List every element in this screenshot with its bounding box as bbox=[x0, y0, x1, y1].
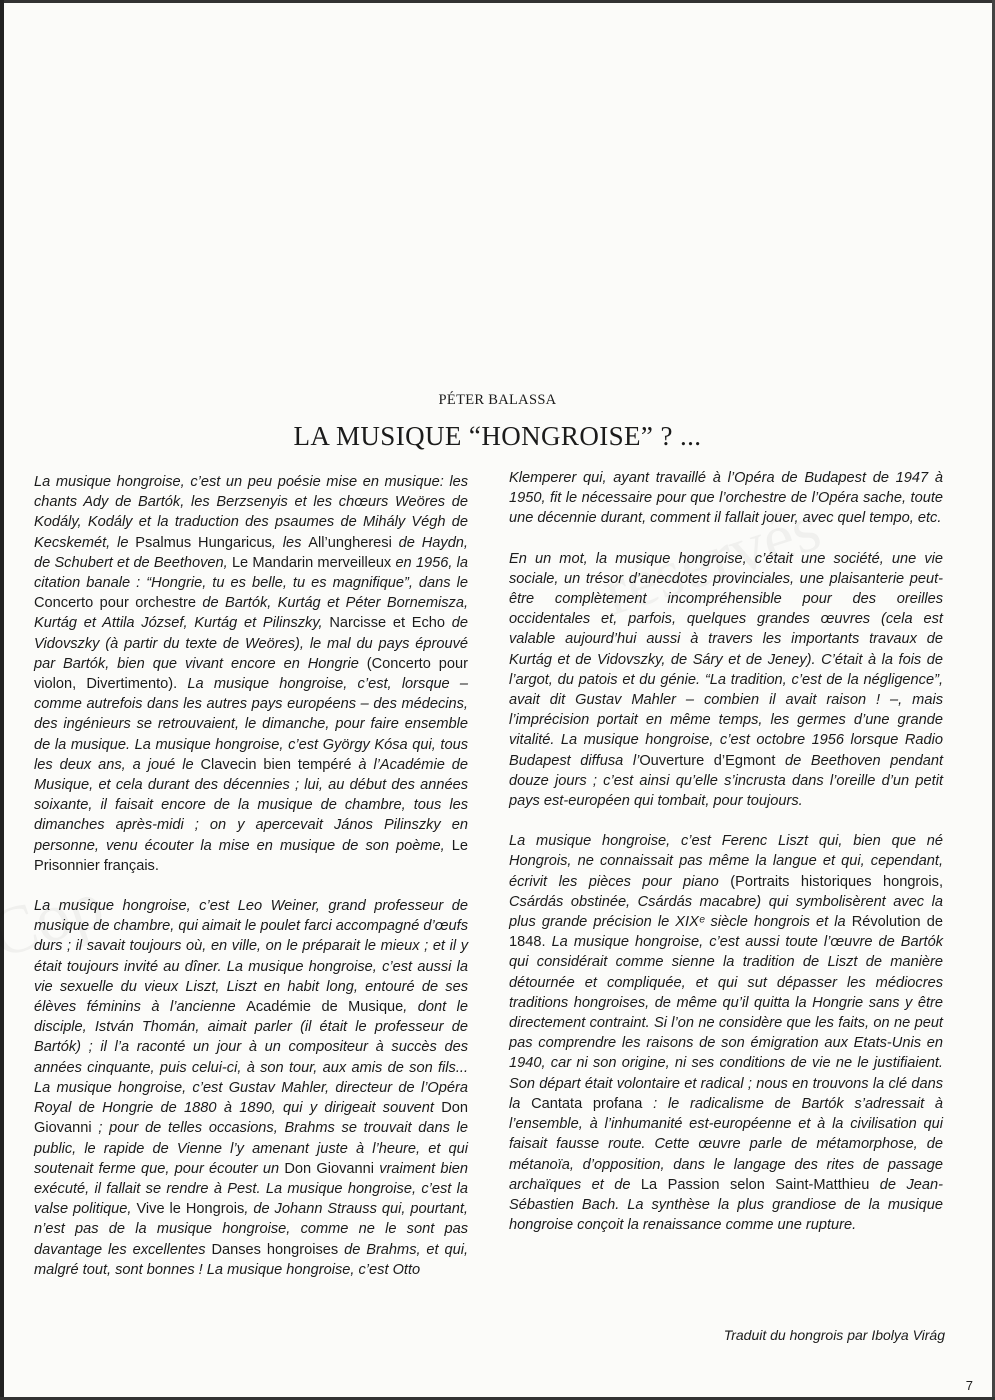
title-reference: Narcisse et Echo bbox=[329, 615, 446, 632]
paragraph bbox=[509, 549, 943, 812]
page-number: 7 bbox=[965, 1378, 973, 1393]
text-run: La musique hongroise, c’est un peu poésie mise en musique: les chants Ady de Bartók, les Berzsenyis et les chœurs Weöres de Kodály, Kodály et la traduction des psaumes de Mihály Végh de Kecskemét, le bbox=[34, 474, 468, 551]
text-run: de Brahms, et qui, malgré tout, sont bonnes ! La musique hongroise, c’est Otto bbox=[34, 1241, 469, 1278]
paragraph bbox=[509, 468, 943, 529]
text-run: de Beethoven pendant douze jours ; c’est ainsi qu’elle s’incrusta dans l’oreille d’un petit pays est-européen qui tombait, pour toujours. bbox=[509, 752, 943, 810]
right-column bbox=[509, 468, 943, 1235]
title-reference: Concerto pour orchestre bbox=[34, 595, 197, 612]
text-run: En un mot, la musique hongroise, c’était une société, une vie sociale, un trésor d’anecdotes provinciales, une plaisanterie peut-être complètement incompréhensible pour des oreilles occidentales et, parfois, quelques grandes œuvres (cela est valable aujourd’hui aussi à travers les importants travaux de Kurtág et de Vidovszky, de Sáry et de Jeney). C’était à la fois de l’argot, du patois et du génie. “La tradition, c’est de la négligence”, avait dit Gustav Mahler – combien il avait raison ! –, mais l’imprécision portait en même temps, les germes d’une grande vitalité. La musique hongroise, c’est octobre 1956 lorsque Radio Budapest diffusa l’ bbox=[509, 550, 943, 769]
text-run: Klemperer qui, ayant travaillé à l’Opéra de Budapest de 1947 à 1950, fit le nécessaire pour que l’orchestre de l’Opéra sache, toute une décennie durant, comment il fallait jouer, avec quel tempo, etc. bbox=[509, 470, 943, 527]
text-run: Csárdás obstinée, Csárdás macabre) qui symbolisèrent avec la plus grande précision le XIXᵉ siècle hongrois et la bbox=[509, 893, 943, 931]
title-reference: (Portraits historiques hongrois, bbox=[730, 873, 944, 890]
text-run: ; pour de telles occasions, Brahms se trouvait dans le public, le rapide de Vienne l’y amenant juste à l’heure, et qui soutenait ferme que, pour écouter un bbox=[34, 1120, 468, 1177]
text-run: de Vidovszky (à partir du texte de Weöres), le mal du pays éprouvé par Bartók, bien que vivant encore en Hongrie bbox=[34, 615, 468, 672]
title-reference: All’ungheresi bbox=[308, 534, 392, 551]
title-reference: Le Mandarin merveilleux bbox=[231, 554, 392, 571]
text-run: à l’Académie de Musique, et cela durant des décennies ; lui, au début des années soixante, il faisait encore de la musique de chambre, tous les dimanches après-midi ; on y apercevait János Pilinszky en personne, venu écouter la mise en musique de son poème, bbox=[34, 756, 468, 854]
title-reference: Danses hongroises bbox=[211, 1241, 339, 1258]
page-edge-left bbox=[0, 0, 4, 1400]
text-run: de Haydn, de Schubert et de Beethoven, bbox=[34, 534, 468, 571]
title-reference: Le Prisonnier français. bbox=[34, 837, 468, 874]
title-reference: Clavecin bien tempéré bbox=[200, 756, 352, 773]
title-reference: Ouverture d’Egmont bbox=[639, 752, 776, 769]
text-run: La musique hongroise, c’est Ferenc Liszt qui, bien que né Hongrois, ne connaissait pas même la langue et qui, cependant, écrivit les pièces pour piano bbox=[509, 833, 943, 890]
article-author: PÉTER BALASSA bbox=[438, 392, 557, 408]
title-reference: Académie de Musique bbox=[246, 999, 404, 1016]
paragraph bbox=[34, 472, 468, 876]
article-title: LA MUSIQUE “HONGROISE” ? ... bbox=[293, 421, 702, 451]
text-run: , les bbox=[271, 534, 309, 551]
title-reference: La Passion selon Saint-Matthieu bbox=[640, 1176, 870, 1193]
text-run: : le radicalisme de Bartók s’adressait à l’ensemble, à l’inhumanité est-européenne et à la civilisation qui faisait fausse route. Cette œuvre parle de métamorphose, de métanoïa, d’opposition, dans le langage des rites de passage archaïques et de bbox=[509, 1095, 943, 1193]
title-reference: Psalmus Hungaricus bbox=[135, 534, 272, 551]
text-run: La musique hongroise, c’est Leo Weiner, grand professeur de musique de chambre, qui aimait le poulet farci accompagné d’œufs durs ; il savait toujours où, en ville, on le préparait le mieux ; et il y était toujours invité au dîner. La musique hongroise, c’est aussi la vie sexuelle du vieux Liszt, Liszt en habit long, entouré de ses élèves féminins à l’ancienne bbox=[34, 898, 468, 1016]
translation-credit: Traduit du hongrois par Ibolya Virág bbox=[723, 1327, 945, 1343]
text-run: , dont le disciple, István Thomán, aimait parler (il était le professeur de Bartók) ; il l’a raconté un jour à un compositeur à succès des années cinquante, puis celui-ci, à son tour, aux amis de son fils... La musique hongroise, c’est Gustav Mahler, directeur de l’Opéra Royal de Hongrie de 1880 à 1890, qui y dirigeait souvent bbox=[34, 999, 468, 1117]
text-run: en 1956, la citation banale : “Hongrie, tu es belle, tu es magnifique”, dans le bbox=[34, 554, 468, 592]
title-reference: Vive le Hongrois bbox=[136, 1201, 245, 1218]
text-run: La musique hongroise, c’est, lorsque – comme autrefois dans les autres pays européens – des médecins, des ingénieurs se retrouvaient, le dimanche, pour faire ensemble de la musique. La musique hongroise, c’est György Kósa qui, tous les deux ans, a joué le bbox=[34, 676, 468, 773]
text-run: de Bartók, Kurtág et Péter Bornemisza, Kurtág et Attila József, Kurtág et Pilinszky, bbox=[34, 595, 468, 632]
text-run: La musique hongroise, c’est aussi toute l’œuvre de Bartók qui considérait comme sienne la tradition de Liszt de manière détournée et compliquée, et qui sut dépasser les médiocres traditions hongroises, de même qu’il quitta la Hongrie sans y être directement contraint. Si l’on ne considère que les faits, on ne peut pas comprendre les raisons de son émigration aux Etats-Unis en 1940, car ni son origine, ni ses conditions de vie ne le justifiaient. Son départ était volontaire et radical ; nous en trouvons la clé dans la bbox=[509, 934, 943, 1112]
title-reference: Don Giovanni bbox=[34, 1100, 468, 1137]
page-edge-top bbox=[0, 0, 995, 3]
title-reference: Cantata profana bbox=[531, 1095, 643, 1112]
text-run: , de Johann Strauss qui, pourtant, n’est pas de la musique hongroise, comme ne le sont pas davantage les excellentes bbox=[34, 1201, 468, 1258]
left-column bbox=[34, 472, 468, 1280]
title-reference: (Concerto pour violon, Divertimento). bbox=[34, 655, 468, 693]
paragraph bbox=[34, 896, 468, 1280]
text-run: de Jean-Sébastien Bach. La synthèse la plus grandiose de la musique hongroise conçoit la renaissance comme une rupture. bbox=[509, 1176, 943, 1234]
title-reference: Don Giovanni bbox=[284, 1160, 374, 1177]
paragraph bbox=[509, 831, 943, 1235]
text-run: vraiment bien exécuté, il fallait se rendre à Pest. La musique hongroise, c’est la valse politique, bbox=[34, 1160, 468, 1218]
title-reference: Révolution de 1848. bbox=[509, 914, 943, 951]
